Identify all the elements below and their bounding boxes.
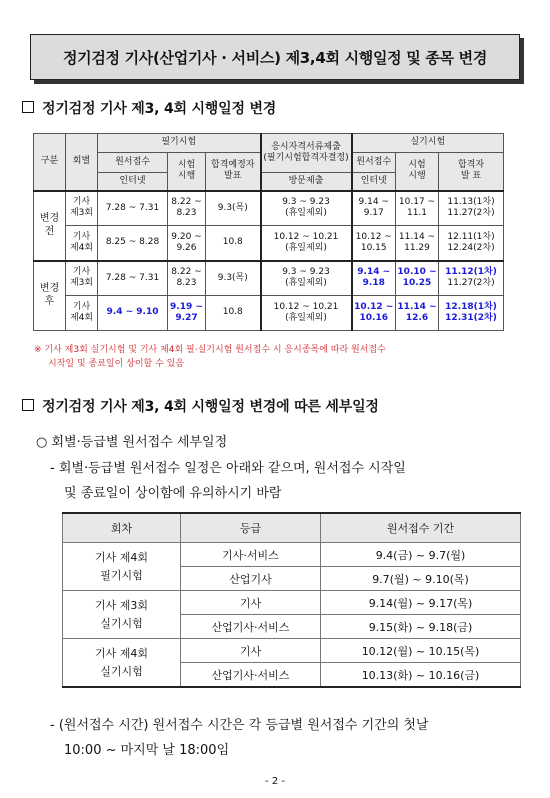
cell-exam-date: 8.22 ~ 8.23	[168, 191, 206, 226]
header-gubun: 구분	[34, 134, 66, 191]
checkbox-square-icon	[22, 101, 34, 113]
cell-document-period: 10.12 ~ 10.21 (휴일제외)	[261, 226, 352, 261]
cell-pass-announce: 10.8	[206, 296, 261, 331]
sub-heading: ○ 회별·등급별 원서접수 세부일정	[36, 435, 228, 450]
footnote: ※ 기사 제3회 실기시험 및 기사 제4회 필·실기시험 원서접수 시 응시종목에 따라 원서접수 시작일 및 종료일이 상이할 수 있음	[34, 345, 386, 369]
cell-exam-date: 9.20 ~ 9.26	[168, 226, 206, 261]
header-hoebyeol: 회별	[66, 134, 98, 191]
header-pass-announce: 합격예정자 발표	[206, 153, 261, 191]
cell-application-period: 8.25 ~ 8.28	[98, 226, 168, 261]
header-written-exam: 필기시험	[98, 134, 261, 153]
header-practical-exam: 실기시험	[352, 134, 504, 153]
cell-final-announce-changed: 12.18(1차) 12.31(2차)	[439, 296, 504, 331]
document-title: 정기검정 기사(산업기사 · 서비스) 제3,4회 시행일정 및 종목 변경	[30, 34, 520, 80]
cell-round: 기사 제3회	[66, 191, 98, 226]
cell-period: 9.15(화) ~ 9.18(금)	[321, 615, 521, 639]
label-before-change: 변경 전	[34, 191, 66, 261]
section-heading-schedule-change: 정기검정 기사 제3, 4회 시행일정 변경	[22, 98, 276, 118]
header-round: 회차	[63, 513, 181, 543]
cell-final-announce: 12.11(1차) 12.24(2차)	[439, 226, 504, 261]
cell-practical-exam: 11.14 ~ 11.29	[396, 226, 439, 261]
header-exam-date-2: 시험 시행	[396, 153, 439, 191]
cell-grade: 산업기사·서비스	[181, 615, 321, 639]
label-after-change: 변경 후	[34, 261, 66, 331]
header-internet: 인터넷	[98, 173, 168, 191]
cell-grade: 산업기사	[181, 567, 321, 591]
cell-round: 기사 제3회	[66, 261, 98, 296]
cell-round: 기사 제4회	[66, 296, 98, 331]
cell-final-announce: 11.12(1차) 11.27(2차)	[439, 261, 504, 296]
cell-practical-application: 9.14 ~ 9.17	[352, 191, 396, 226]
cell-grade: 기사	[181, 591, 321, 615]
cell-pass-announce: 10.8	[206, 226, 261, 261]
cell-final-announce: 11.13(1차) 11.27(2차)	[439, 191, 504, 226]
header-period: 원서접수 기간	[321, 513, 521, 543]
cell-grade: 산업기사·서비스	[181, 663, 321, 688]
cell-exam-date: 8.22 ~ 8.23	[168, 261, 206, 296]
cell-exam-date-changed: 9.19 ~ 9.27	[168, 296, 206, 331]
cell-period: 10.12(월) ~ 10.15(목)	[321, 639, 521, 663]
cell-pass-announce: 9.3(목)	[206, 191, 261, 226]
header-internet-2: 인터넷	[352, 173, 396, 191]
paragraph-application-time: - (원서접수 시간) 원서접수 시간은 각 등급별 원서접수 기간의 첫날 10:00 ~ 마지막 날 18:00임	[50, 718, 429, 758]
cell-grade: 기사	[181, 639, 321, 663]
cell-practical-exam-changed: 10.10 ~ 10.25	[396, 261, 439, 296]
cell-grade: 기사·서비스	[181, 543, 321, 567]
header-application: 원서접수	[98, 153, 168, 173]
cell-round-group: 기사 제4회 실기시험	[63, 639, 181, 688]
cell-period: 9.14(월) ~ 9.17(목)	[321, 591, 521, 615]
header-visit: 방문제출	[261, 173, 352, 191]
cell-round-group: 기사 제3회 실기시험	[63, 591, 181, 639]
header-pass-announce-2: 합격자 발 표	[439, 153, 504, 191]
cell-practical-application: 10.12 ~ 10.15	[352, 226, 396, 261]
cell-period: 10.13(화) ~ 10.16(금)	[321, 663, 521, 688]
paragraph-notice: - 회별·등급별 원서접수 일정은 아래와 같으며, 원서접수 시작일 및 종료일이 상이함에 유의하시기 바람	[50, 461, 406, 501]
cell-application-period-changed: 9.4 ~ 9.10	[98, 296, 168, 331]
header-exam-date: 시험 시행	[168, 153, 206, 191]
page-number: - 2 -	[265, 776, 285, 787]
cell-document-period: 10.12 ~ 10.21 (휴일제외)	[261, 296, 352, 331]
header-grade: 등급	[181, 513, 321, 543]
cell-practical-application-changed: 10.12 ~ 10.16	[352, 296, 396, 331]
cell-application-period: 7.28 ~ 7.31	[98, 261, 168, 296]
cell-period: 9.7(월) ~ 9.10(목)	[321, 567, 521, 591]
header-document-submission: 응시자격서류제출 (필기시험합격자결정)	[261, 134, 352, 173]
cell-application-period: 7.28 ~ 7.31	[98, 191, 168, 226]
cell-practical-exam-changed: 11.14 ~ 12.6	[396, 296, 439, 331]
application-period-table	[62, 512, 521, 688]
cell-pass-announce: 9.3(목)	[206, 261, 261, 296]
cell-document-period: 9.3 ~ 9.23 (휴일제외)	[261, 191, 352, 226]
schedule-change-table	[33, 133, 504, 331]
checkbox-square-icon	[22, 399, 34, 411]
cell-round: 기사 제4회	[66, 226, 98, 261]
header-application-2: 원서접수	[352, 153, 396, 173]
section-heading-detailed-schedule: 정기검정 기사 제3, 4회 시행일정 변경에 따른 세부일정	[22, 396, 379, 416]
cell-practical-application-changed: 9.14 ~ 9.18	[352, 261, 396, 296]
cell-practical-exam: 10.17 ~ 11.1	[396, 191, 439, 226]
cell-document-period: 9.3 ~ 9.23 (휴일제외)	[261, 261, 352, 296]
cell-round-group: 기사 제4회 필기시험	[63, 543, 181, 591]
cell-period: 9.4(금) ~ 9.7(월)	[321, 543, 521, 567]
